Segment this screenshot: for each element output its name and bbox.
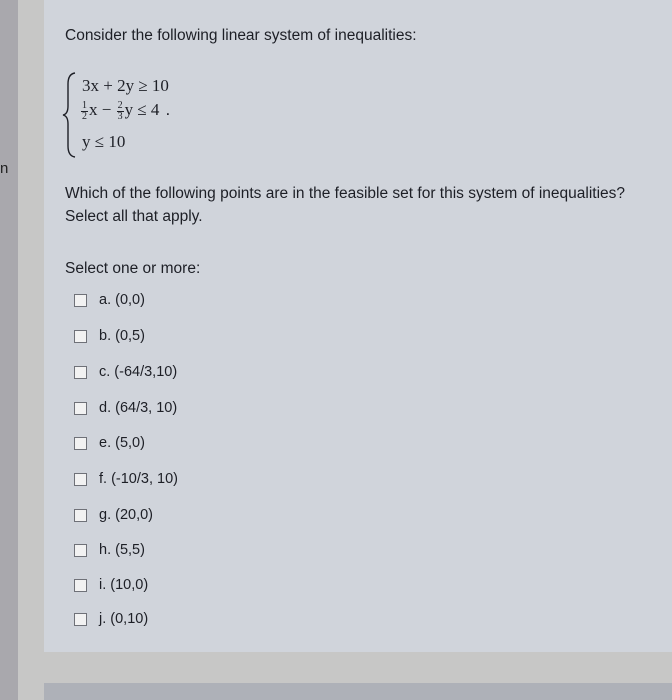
option-label: b. (0,5) <box>99 328 145 344</box>
option-label: j. (0,10) <box>99 611 149 627</box>
checkbox[interactable] <box>74 402 87 415</box>
answer-option-g[interactable] <box>74 505 153 525</box>
checkbox[interactable] <box>74 473 87 486</box>
bottom-bar <box>44 683 672 700</box>
answer-option-j[interactable] <box>74 609 148 629</box>
cropped-text-fragment: n <box>0 160 9 177</box>
answer-option-f[interactable] <box>74 469 178 489</box>
option-label: a. (0,0) <box>99 292 145 308</box>
fraction-one-half: $\frac{1}{2}$ <box>82 99 87 122</box>
left-brace-icon <box>62 70 78 160</box>
checkbox[interactable] <box>74 366 87 379</box>
option-label: g. (20,0) <box>99 507 153 523</box>
answer-option-e[interactable] <box>74 433 145 453</box>
inequality-3: y ≤ 10 <box>82 132 126 151</box>
answer-option-b[interactable] <box>74 326 145 346</box>
inequality-system <box>62 70 262 160</box>
select-instruction: Select one or more: <box>65 260 201 277</box>
answer-option-a[interactable] <box>74 290 145 310</box>
checkbox[interactable] <box>74 294 87 307</box>
answer-option-i[interactable] <box>74 575 148 595</box>
inequality-1: 3x + 2y ≥ 10 <box>82 76 169 95</box>
option-label: e. (5,0) <box>99 435 145 451</box>
checkbox[interactable] <box>74 613 87 626</box>
answer-option-c[interactable] <box>74 362 177 382</box>
checkbox[interactable] <box>74 330 87 343</box>
left-edge-strip <box>0 0 18 700</box>
option-label: d. (64/3, 10) <box>99 400 178 416</box>
question-prompt: Which of the following points are in the feasible set for this system of inequalities? Select all that apply. <box>65 185 626 225</box>
fraction-two-thirds: $\frac{2}{3}$ <box>117 99 123 122</box>
checkbox[interactable] <box>74 544 87 557</box>
answer-option-h[interactable] <box>74 540 145 560</box>
answer-option-d[interactable] <box>74 398 177 418</box>
checkbox[interactable] <box>74 579 87 592</box>
checkbox[interactable] <box>74 509 87 522</box>
question-intro: Consider the following linear system of inequalities: <box>65 27 417 44</box>
option-label: h. (5,5) <box>99 542 145 558</box>
option-label: c. (-64/3,10) <box>99 364 178 380</box>
checkbox[interactable] <box>74 437 87 450</box>
option-label: f. (-10/3, 10) <box>99 471 178 487</box>
inequality-2: $\frac{1}{2}$ x − $\frac{2}{3}$ y ≤ 4 . <box>82 99 171 122</box>
option-label: i. (10,0) <box>99 577 149 593</box>
